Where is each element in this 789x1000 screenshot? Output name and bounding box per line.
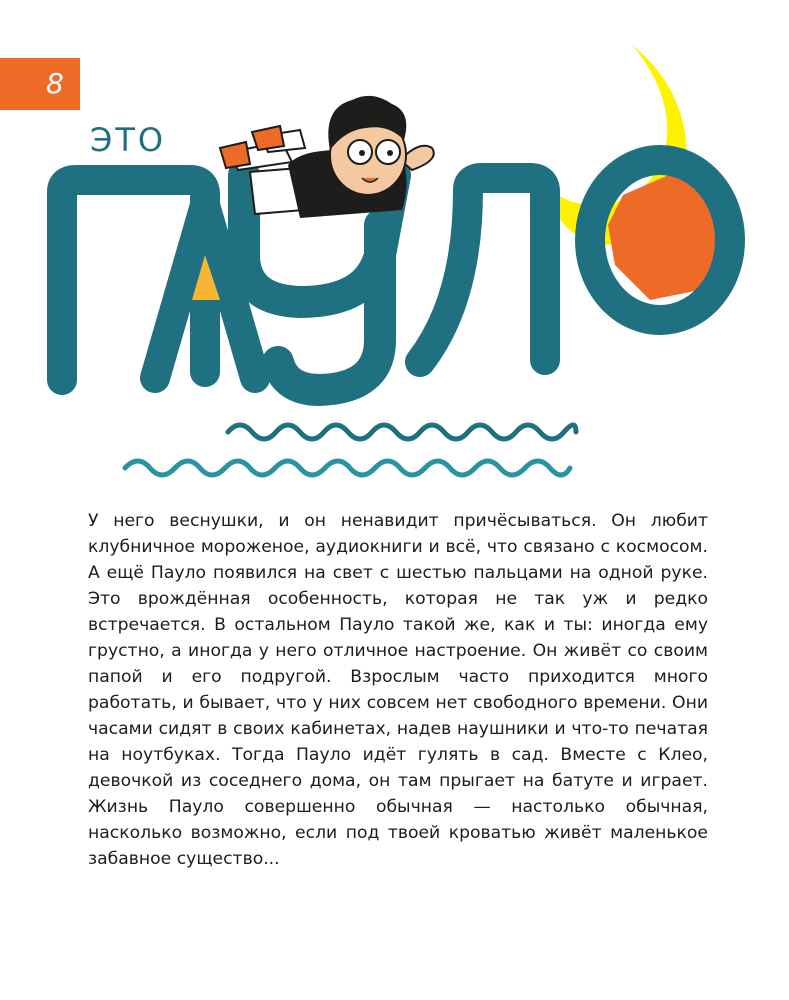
intro-word: ЭТО bbox=[90, 121, 167, 159]
wave-bottom bbox=[125, 461, 570, 475]
page-number: 8 bbox=[46, 67, 64, 100]
title-letter-l bbox=[420, 178, 545, 362]
wave-top bbox=[228, 425, 576, 439]
body-paragraph: У него веснушки, и он ненавидит причёсываться. Он любит клубничное мороженое, аудиокниги и всё, что связано с космосом. А ещё Пауло появился на свет с шестью пальцами на одной руке. Это врождённая особенность, которая не так уж и редко встречается. В остальном Пауло такой же, как и ты: иногда ему грустно, а иногда у него отличное настроение. Он живёт со своим папой и его подругой. Взрослым часто приходится много работать, и бывает, что у них совсем нет свободного времени. Они часами сидят в своих кабинетах, надев наушники и что-то печатая на ноутбуках. Тогда Пауло идёт гулять в сад. Вместе с Клео, девочкой из соседнего дома, он там прыгает на батуте и играет. Жизнь Пауло совершенно обычная — настолько обычная, насколько возможно, если под твоей кроватью живёт маленькое забавное существо... bbox=[88, 511, 708, 869]
shoe-icon bbox=[252, 126, 284, 150]
shoe-icon bbox=[220, 142, 250, 168]
